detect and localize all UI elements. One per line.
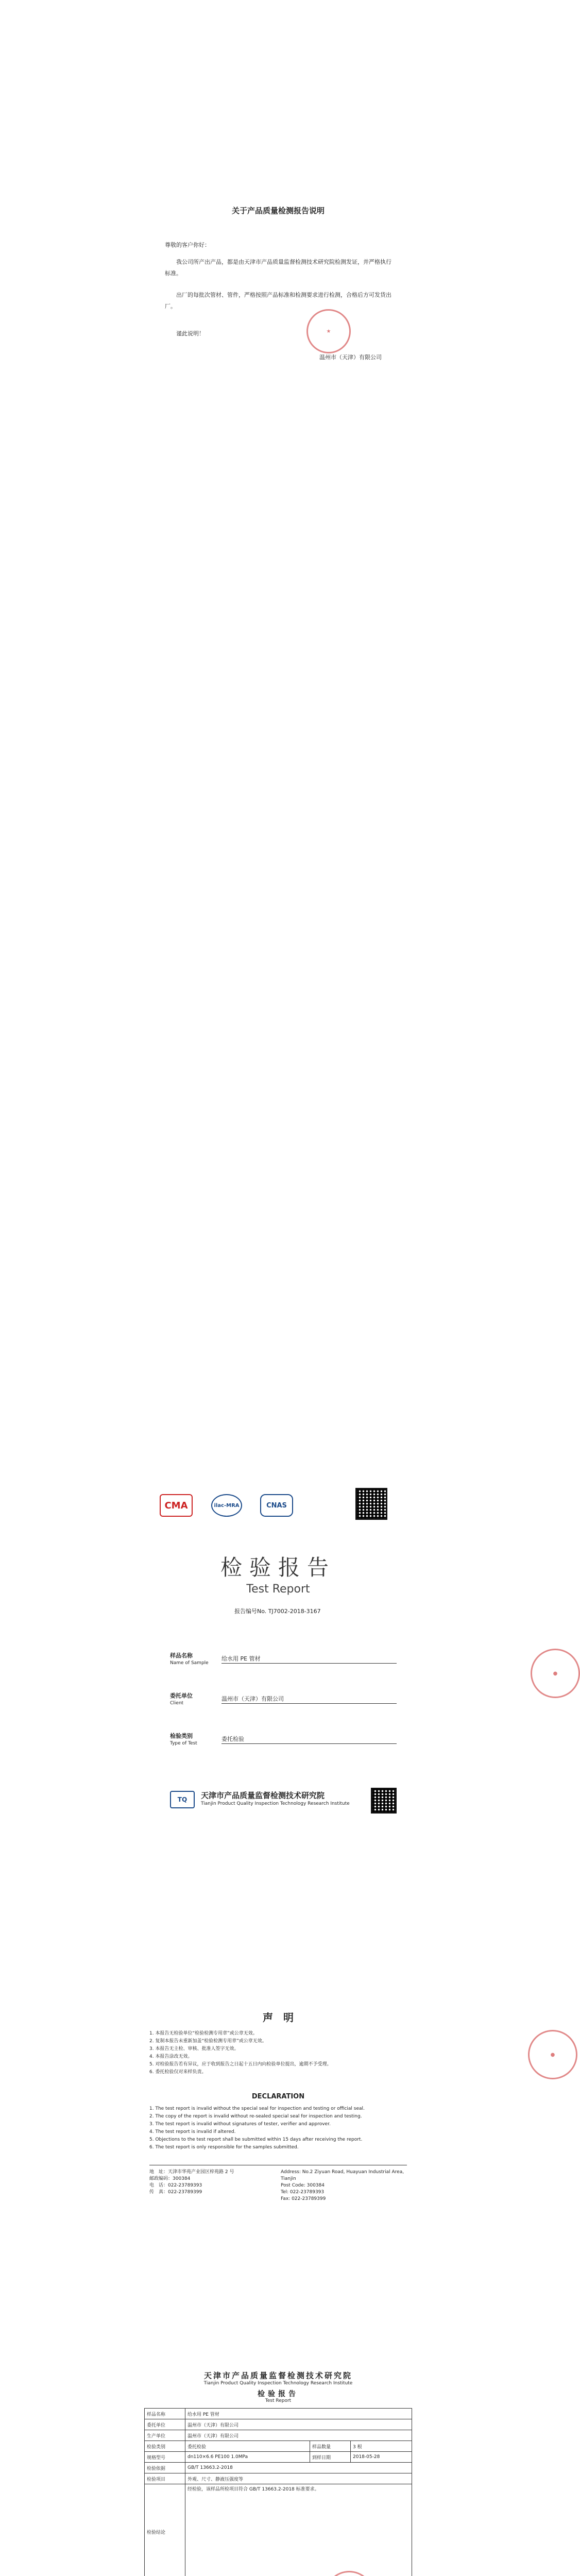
cma-logo: CMA	[160, 1494, 193, 1517]
cell-label: 样品数量	[310, 2441, 351, 2452]
declaration-paragraph-1: 我公司所产出产品，都是由天津市产品质量监督检测技术研究院检测发证，并严格执行标准。	[165, 259, 391, 277]
company-seal: ★	[306, 309, 351, 353]
field-label-en: Client	[170, 1701, 184, 1706]
notice-item: 1. The test report is invalid without the special seal for inspection and testing or official seal.	[149, 2106, 365, 2111]
field-value: 委托检验	[221, 1735, 397, 1744]
contact-left	[149, 2169, 273, 2196]
field-label-en: Name of Sample	[170, 1660, 209, 1666]
notice-item: 1. 本报告无检验单位“检验检测专用章”或公章无效。	[149, 2031, 258, 2036]
report-institute-en: Tianjin Product Quality Inspection Technology Research Institute	[203, 2381, 353, 2386]
table-row	[145, 2441, 412, 2452]
cell-label: 规格型号	[145, 2452, 185, 2463]
cover-title-cn: 检验报告	[220, 1555, 336, 1580]
institute-name	[201, 1790, 350, 1807]
report-heading-cn: 检验报告	[258, 2390, 299, 2398]
institute-name-cn: 天津市产品质量监督检测技术研究院	[201, 1791, 325, 1800]
notice-item: 6. The test report is only responsible for the samples submitted.	[149, 2145, 299, 2150]
notice-items-en	[149, 2105, 407, 2151]
field-value: 温州市（天津）有限公司	[221, 1695, 397, 1704]
declaration-closing: 谨此说明！	[176, 330, 204, 337]
cell-value: dn110×6.6 PE100 1.0MPa	[185, 2452, 310, 2463]
field-label-cn: 检验类别	[170, 1733, 193, 1739]
cell-label: 检验项目	[145, 2473, 185, 2484]
cover-page	[0, 1494, 556, 1906]
notice-item: 4. The test report is invalid if altered.	[149, 2129, 236, 2134]
report-institute-cn: 天津市产品质量监督检测技术研究院	[203, 2371, 352, 2380]
declaration-title: 关于产品质量检测报告说明	[231, 206, 325, 215]
notice-item: 5. 对检验报告若有异议，应于收到报告之日起十五日内向检验单位提出，逾期不予受理。	[149, 2062, 332, 2067]
report-number-label: 报告编号No.	[234, 1608, 267, 1615]
table-row	[145, 2409, 412, 2419]
table-row	[145, 2419, 412, 2430]
cell-label: 样品名称	[145, 2409, 185, 2419]
field-label-en: Type of Test	[170, 1741, 197, 1746]
contact-line: Post Code: 300384	[281, 2183, 325, 2188]
cell-value: 温州市（天津）有限公司	[185, 2430, 412, 2441]
cnas-logo: CNAS	[260, 1494, 293, 1517]
notice-item: 2. The copy of the report is invalid without re-sealed special seal for inspection and testing.	[149, 2114, 362, 2119]
notice-item: 2. 复制本报告未重新加盖“检验检测专用章”或公章无效。	[149, 2039, 267, 2044]
contact-line: Fax: 022-23789399	[281, 2196, 326, 2201]
declaration-page	[0, 0, 556, 979]
declaration-paragraph-2: 出厂的每批次管材、管件，严格按照产品标准和检测要求进行检测，合格后方可发货出厂。	[165, 292, 391, 310]
cell-label: 委托单位	[145, 2419, 185, 2430]
field-sample-name	[170, 1652, 397, 1667]
inspection-seal: ●	[531, 1649, 580, 1698]
notice-item: 3. 本报告无主检、审核、批准人签字无效。	[149, 2046, 239, 2052]
field-value: 给水用 PE 管材	[221, 1655, 397, 1664]
cell-value: 经检验，该样品所检项目符合 GB/T 13663.2-2018 标准要求。	[185, 2484, 412, 2576]
qr-code-icon	[371, 1788, 397, 1814]
report-summary-page	[0, 2370, 556, 2576]
declaration-signature: 温州市（天津）有限公司	[319, 354, 382, 361]
cell-value: 给水用 PE 管材	[185, 2409, 412, 2419]
cell-label: 到样日期	[310, 2452, 351, 2463]
qr-code-icon	[355, 1488, 387, 1520]
table-row	[145, 2430, 412, 2441]
notice-items-cn	[149, 2030, 407, 2076]
field-client	[170, 1692, 397, 1707]
declaration-salutation: 尊敬的客户你好：	[165, 242, 210, 248]
table-row	[145, 2463, 412, 2473]
cell-label: 生产单位	[145, 2430, 185, 2441]
notice-title-en: DECLARATION	[251, 2093, 305, 2100]
notice-title-cn: 声 明	[263, 2011, 294, 2024]
report-number-value: TJ7002-2018-3167	[268, 1608, 321, 1615]
cell-value: 外观、尺寸、静液压强度等	[185, 2473, 412, 2484]
field-label-cn: 样品名称	[170, 1652, 193, 1659]
contact-line: 传 真：022-23789399	[149, 2190, 202, 2195]
institute-logo: TQ	[170, 1791, 195, 1808]
notice-page	[0, 2009, 556, 2370]
table-row	[145, 2473, 412, 2484]
cell-value: 委托检验	[185, 2441, 310, 2452]
notice-item: 3. The test report is invalid without signatures of tester, verifier and approver.	[149, 2122, 331, 2127]
notice-item: 4. 本报告涂改无效。	[149, 2054, 193, 2059]
notice-item: 6. 委托检验仅对来样负责。	[149, 2070, 207, 2075]
report-heading-en: Test Report	[265, 2398, 292, 2403]
contact-line: Address: No.2 Ziyuan Road, Huayuan Industrial Area, Tianjin	[281, 2170, 404, 2181]
cell-label: 检验结论	[145, 2484, 185, 2576]
ilac-logo: ilac-MRA	[211, 1494, 242, 1517]
report-number	[234, 1607, 321, 1616]
field-label-cn: 委托单位	[170, 1692, 193, 1699]
cell-value: 温州市（天津）有限公司	[185, 2419, 412, 2430]
cell-label: 检验类别	[145, 2441, 185, 2452]
table-row	[145, 2484, 412, 2576]
cell-value: 3 根	[351, 2441, 412, 2452]
cover-title-en: Test Report	[246, 1583, 310, 1596]
inspection-seal: ●	[528, 2030, 577, 2079]
report-summary-table	[144, 2408, 412, 2576]
contact-line: 地 址：天津市华苑产业园区梓苑路 2 号	[149, 2170, 234, 2175]
cell-value: 2018-05-28	[351, 2452, 412, 2463]
contact-line: 邮政编码：300384	[149, 2176, 191, 2181]
contact-line: Tel: 022-23789393	[281, 2190, 325, 2195]
contact-right	[281, 2169, 407, 2202]
institute-name-en: Tianjin Product Quality Inspection Technology Research Institute	[201, 1801, 350, 1806]
table-row	[145, 2452, 412, 2463]
cell-label: 检验依据	[145, 2463, 185, 2473]
field-test-type	[170, 1732, 397, 1747]
cell-value: GB/T 13663.2-2018	[185, 2463, 412, 2473]
notice-item: 5. Objections to the test report shall be submitted within 15 days after receiving the report.	[149, 2137, 363, 2142]
contact-line: 电 话：022-23789393	[149, 2183, 202, 2188]
